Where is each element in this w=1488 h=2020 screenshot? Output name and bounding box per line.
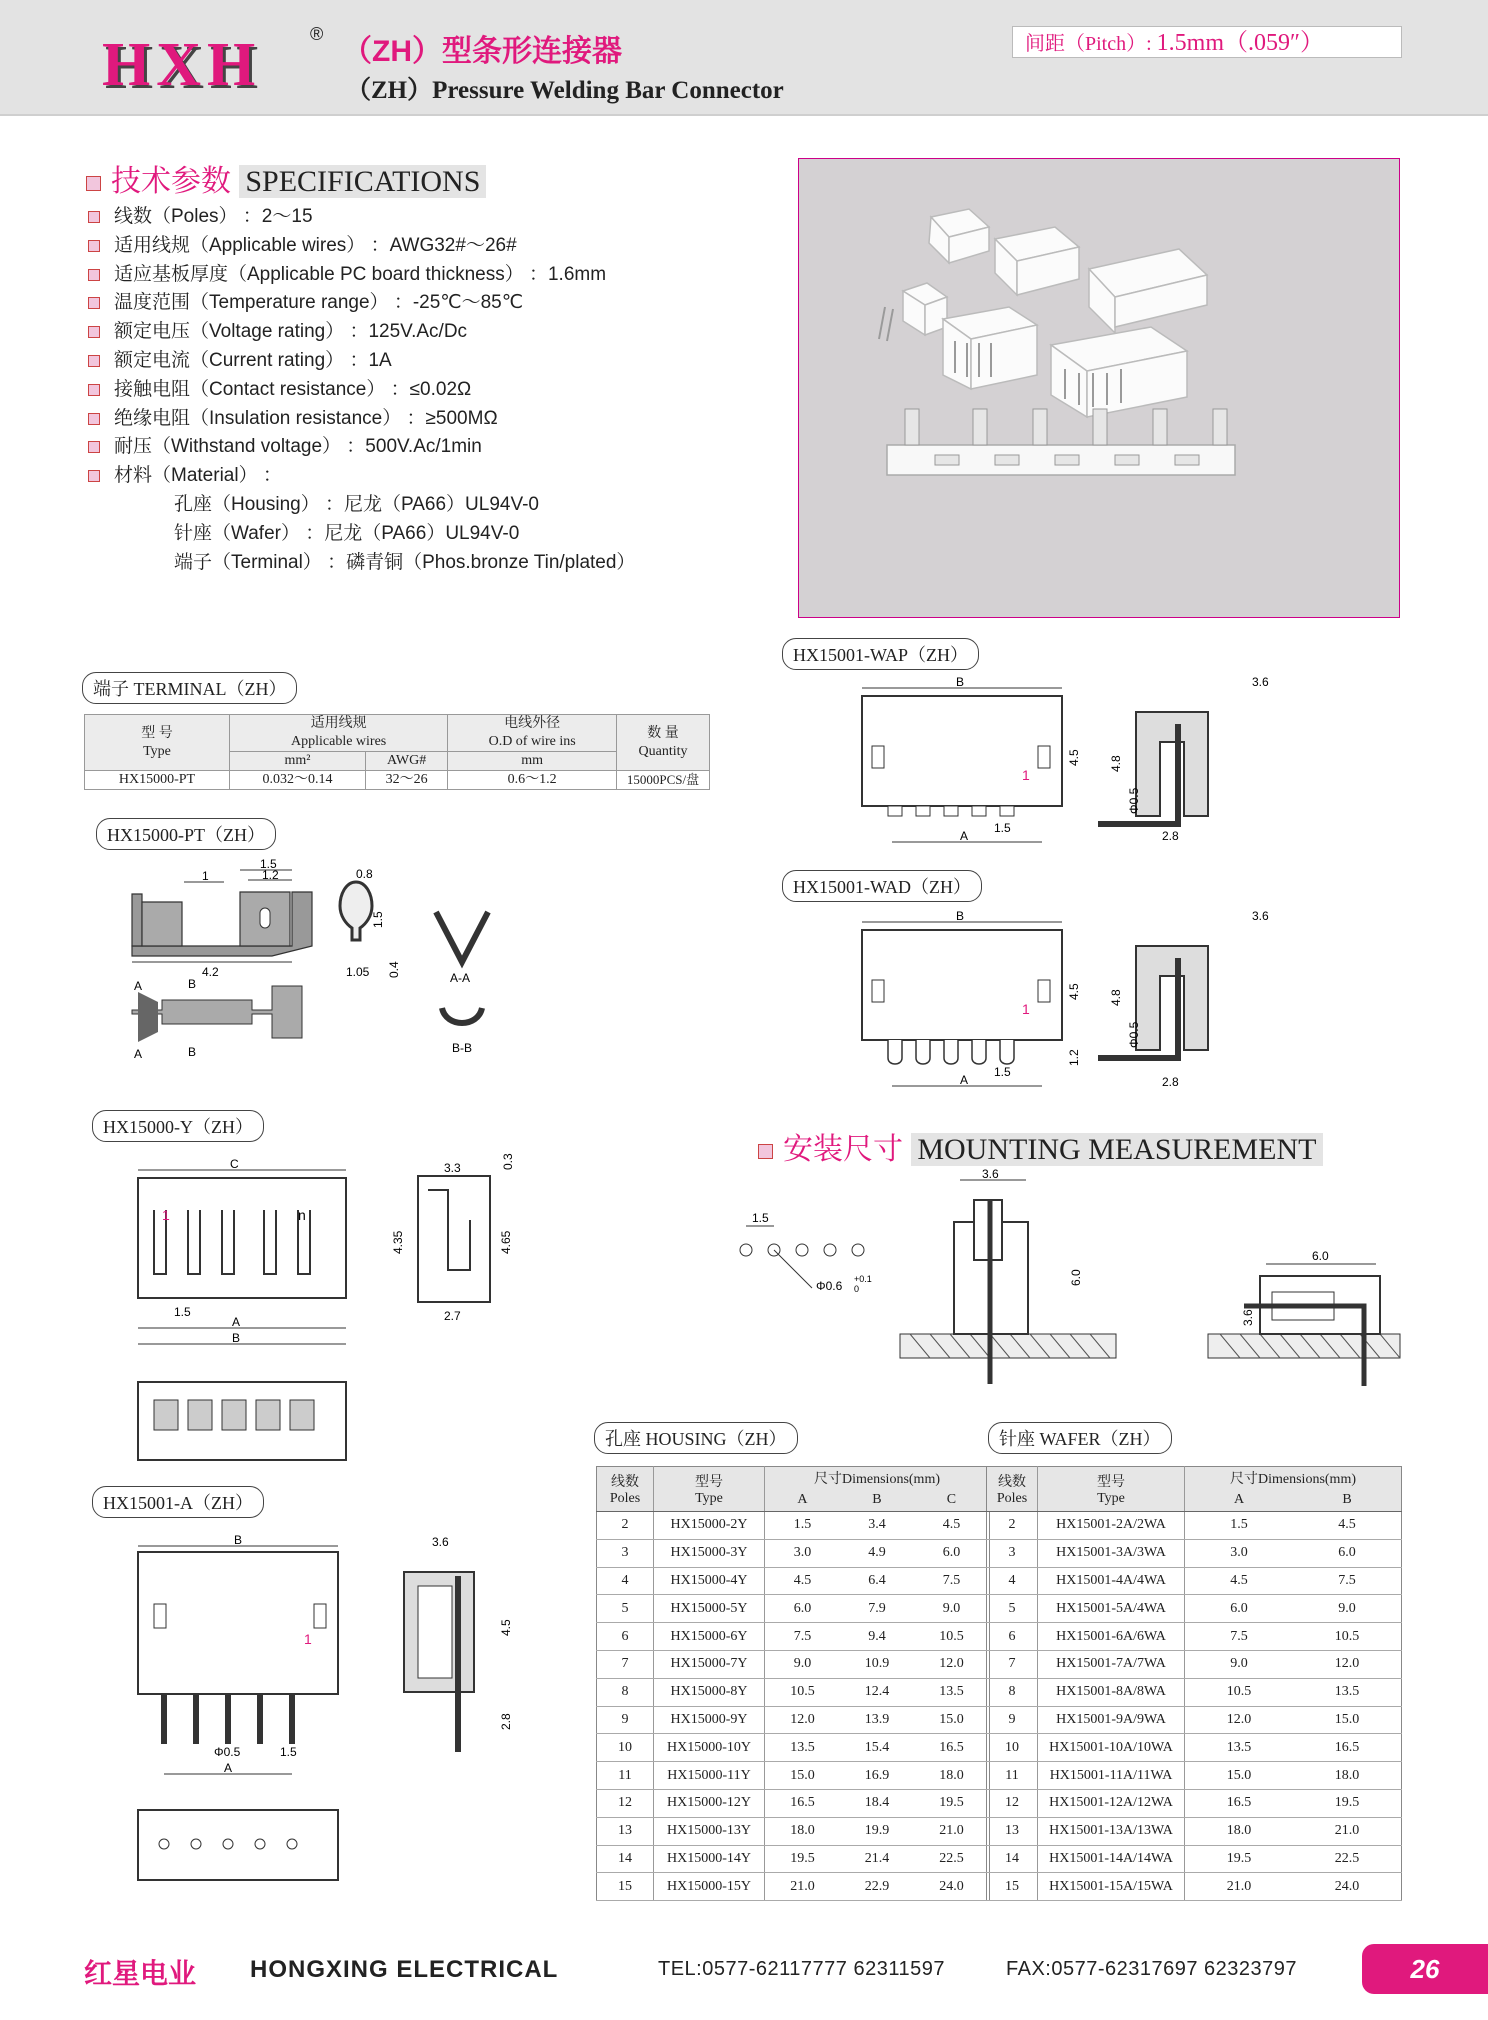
svg-text:4.5: 4.5 xyxy=(1067,749,1081,766)
svg-text:B: B xyxy=(956,675,965,689)
table-row: 9 HX15001-9A/9WA 12.0 15.0 xyxy=(987,1706,1402,1734)
page-number: 26 xyxy=(1362,1944,1488,1994)
spec-title-cn: 技术参数 xyxy=(111,165,231,198)
material-terminal: 端子（Terminal） ：磷青铜（Phos.bronze Tin/plated） xyxy=(174,551,636,573)
svg-text:B: B xyxy=(956,909,965,923)
svg-text:6.0: 6.0 xyxy=(1312,1249,1329,1263)
table-row: 6 HX15000-6Y 7.5 9.4 10.5 xyxy=(597,1623,990,1651)
spec-item: 绝缘电阻（Insulation resistance） ：≥500MΩ xyxy=(88,405,768,434)
product-photo xyxy=(798,158,1400,618)
svg-text:2.8: 2.8 xyxy=(1162,829,1179,843)
table-row: 12 HX15000-12Y 16.5 18.4 19.5 xyxy=(597,1789,990,1817)
table-row: 8 HX15001-8A/8WA 10.5 13.5 xyxy=(987,1678,1402,1706)
wad-drawing xyxy=(852,906,1372,1106)
spec-item: 材料（Material） ： xyxy=(88,462,768,491)
svg-text:2.7: 2.7 xyxy=(444,1309,461,1323)
bullet-icon xyxy=(88,413,100,425)
table-row: 6 HX15001-6A/6WA 7.5 10.5 xyxy=(987,1623,1402,1651)
svg-text:0.8: 0.8 xyxy=(356,867,373,881)
footer-brand-en: HONGXING ELECTRICAL xyxy=(250,1956,559,1983)
svg-text:1: 1 xyxy=(304,1631,312,1647)
terminal-row: HX15000-PT 0.032～0.14 32～26 0.6～1.2 15000PCS/盘 xyxy=(85,771,710,790)
registered-mark: ® xyxy=(310,24,324,44)
table-row: 3 HX15001-3A/3WA 3.0 6.0 xyxy=(987,1539,1402,1567)
table-row: 5 HX15000-5Y 6.0 7.9 9.0 xyxy=(597,1595,990,1623)
spec-title-en: SPECIFICATIONS xyxy=(239,165,486,198)
svg-text:2.8: 2.8 xyxy=(1162,1075,1179,1089)
pt-drawing xyxy=(120,852,473,1082)
spec-item: 接触电阻（Contact resistance） ：≤0.02Ω xyxy=(88,376,768,405)
svg-text:1.5: 1.5 xyxy=(371,911,385,928)
mounting-title-cn: 安装尺寸 xyxy=(783,1133,903,1166)
table-row: 2 HX15001-2A/2WA 1.5 4.5 xyxy=(987,1512,1402,1540)
title-cn: （ZH）型条形连接器 xyxy=(342,35,622,68)
svg-text:B: B xyxy=(234,1533,243,1547)
svg-text:1.5: 1.5 xyxy=(260,857,277,871)
table-row: 12 HX15001-12A/12WA 16.5 19.5 xyxy=(987,1789,1402,1817)
table-row: 10 HX15001-10A/10WA 13.5 16.5 xyxy=(987,1734,1402,1762)
svg-text:1.05: 1.05 xyxy=(346,965,370,979)
svg-text:1.2: 1.2 xyxy=(262,868,279,882)
table-row: 11 HX15000-11Y 15.0 16.9 18.0 xyxy=(597,1762,990,1790)
svg-text:3.3: 3.3 xyxy=(444,1161,461,1175)
svg-text:n: n xyxy=(298,1207,306,1223)
housing-rows xyxy=(597,1512,990,1901)
svg-text:A-A: A-A xyxy=(450,971,471,985)
svg-text:3.6: 3.6 xyxy=(1241,1309,1255,1326)
svg-text:2.8: 2.8 xyxy=(499,1713,513,1730)
y-drawing xyxy=(118,1150,538,1480)
wafer-table: 线数 Poles 型号 Type 尺寸Dimensions(mm) A B 2 HX15001-2A/2WA 1.5 4.5 3 HX15001-3A/3WA 3.0 6.0 4 HX15001-4A/4WA 4.5 7.5 5 HX15001-5A/4WA 6.0 9.0 6 HX15001-6A/6WA 7.5 10.5 7 HX15001-7A/7WA 9.0 12.0 8 HX15001-8A/8WA 10.5 13.5 9 HX15001-9A/9WA 12.0 15.0 10 HX15001-10A/10WA 13.5 16.5 11 HX15001-11A/11WA 15.0 18.0 12 HX15001-12A/12WA 16.5 19.5 13 HX15001-13A/13WA 18.0 21.0 14 HX15001-14A/14WA 19.5 22.5 15 HX15001-15A/15WA 21.0 24.0 xyxy=(986,1466,1402,1901)
title-en: （ZH）Pressure Welding Bar Connector xyxy=(346,77,784,104)
svg-text:Φ0.5: Φ0.5 xyxy=(1127,787,1141,814)
svg-text:1.5: 1.5 xyxy=(174,1305,191,1319)
bullet-icon xyxy=(88,326,100,338)
y-label: HX15000-Y（ZH） xyxy=(92,1110,264,1142)
pitch-label: 间距（Pitch）: xyxy=(1025,33,1152,55)
table-row: 15 HX15000-15Y 21.0 22.9 24.0 xyxy=(597,1873,990,1901)
svg-text:+0.1: +0.1 xyxy=(854,1274,872,1284)
mounting-title-en: MOUNTING MEASUREMENT xyxy=(911,1133,1322,1166)
table-row: 14 HX15000-14Y 19.5 21.4 22.5 xyxy=(597,1845,990,1873)
bullet-icon xyxy=(758,1144,773,1159)
footer-brand-cn: 红星电业 xyxy=(84,1958,197,1989)
terminal-label: 端子 TERMINAL（ZH） xyxy=(82,672,297,704)
table-row: 13 HX15001-13A/13WA 18.0 21.0 xyxy=(987,1817,1402,1845)
svg-text:6.0: 6.0 xyxy=(1069,1269,1083,1286)
bullet-icon xyxy=(88,441,100,453)
svg-text:1.5: 1.5 xyxy=(994,821,1011,835)
svg-text:B: B xyxy=(188,977,197,991)
footer-tel: TEL:0577-62117777 62311597 xyxy=(658,1958,945,1980)
svg-text:0.4: 0.4 xyxy=(387,961,401,978)
table-row: 14 HX15001-14A/14WA 19.5 22.5 xyxy=(987,1845,1402,1873)
spec-item: 额定电流（Current rating） ：1A xyxy=(88,347,768,376)
svg-text:3.6: 3.6 xyxy=(432,1535,449,1549)
svg-text:3.6: 3.6 xyxy=(982,1167,999,1181)
svg-text:1: 1 xyxy=(1022,767,1030,783)
svg-text:1: 1 xyxy=(162,1207,170,1223)
svg-text:B: B xyxy=(232,1331,241,1345)
svg-text:Φ0.5: Φ0.5 xyxy=(1127,1021,1141,1048)
a-drawing xyxy=(118,1526,538,1906)
table-row: 7 HX15000-7Y 9.0 10.9 12.0 xyxy=(597,1650,990,1678)
svg-text:1.5: 1.5 xyxy=(280,1745,297,1759)
bullet-icon xyxy=(88,355,100,367)
table-row: 2 HX15000-2Y 1.5 3.4 4.5 xyxy=(597,1512,990,1540)
svg-text:A: A xyxy=(224,1761,233,1775)
wafer-rows xyxy=(987,1512,1402,1901)
housing-table: 线数 Poles 型号 Type 尺寸Dimensions(mm) A B C 2 HX15000-2Y 1.5 3.4 4.5 3 HX15000-3Y 3.0 4.9 6.0 4 HX15000-4Y 4.5 6.4 7.5 5 HX15000-5Y 6.0 7.9 9.0 6 HX15000-6Y 7.5 9.4 10.5 7 HX15000-7Y 9.0 10.9 12.0 8 HX15000-8Y 10.5 12.4 13.5 9 HX15000-9Y 12.0 13.9 15.0 10 HX15000-10Y 13.5 15.4 16.5 11 HX15000-11Y 15.0 16.9 18.0 12 HX15000-12Y 16.5 18.4 19.5 13 HX15000-13Y 18.0 19.9 21.0 14 HX15000-14Y 19.5 21.4 22.5 15 HX15000-15Y 21.0 22.9 24.0 xyxy=(596,1466,990,1901)
spec-list xyxy=(88,203,768,577)
footer-fax: FAX:0577-62317697 62323797 xyxy=(1006,1958,1298,1980)
svg-text:0: 0 xyxy=(854,1284,860,1294)
table-row: 7 HX15001-7A/7WA 9.0 12.0 xyxy=(987,1650,1402,1678)
table-row: 9 HX15000-9Y 12.0 13.9 15.0 xyxy=(597,1706,990,1734)
table-row: 10 HX15000-10Y 13.5 15.4 16.5 xyxy=(597,1734,990,1762)
svg-text:0.3: 0.3 xyxy=(501,1153,515,1170)
specifications-heading xyxy=(86,156,486,200)
svg-text:1.5: 1.5 xyxy=(994,1065,1011,1079)
terminal-table: 型 号 Type 适用线规 Applicable wires 电线外径 O.D of wire ins 数 量 Quantity mm² AWG# mm HX15000-PT 0.032～0.14 32～26 0.6～1.2 15000PCS/盘 xyxy=(84,714,710,790)
spec-item: 线数（Poles） ：2～15 xyxy=(88,203,768,232)
bullet-icon xyxy=(88,240,100,252)
svg-text:A: A xyxy=(960,829,969,843)
table-row: 11 HX15001-11A/11WA 15.0 18.0 xyxy=(987,1762,1402,1790)
svg-text:4.8: 4.8 xyxy=(1109,755,1123,772)
svg-text:Φ0.5: Φ0.5 xyxy=(214,1745,241,1759)
table-row: 8 HX15000-8Y 10.5 12.4 13.5 xyxy=(597,1678,990,1706)
wap-label: HX15001-WAP（ZH） xyxy=(782,638,979,670)
svg-text:1: 1 xyxy=(202,869,209,883)
spec-item: 耐压（Withstand voltage） ：500V.Ac/1min xyxy=(88,433,768,462)
svg-text:4.2: 4.2 xyxy=(202,965,219,979)
housing-label: 孔座 HOUSING（ZH） xyxy=(594,1422,798,1454)
svg-text:C: C xyxy=(230,1157,239,1171)
svg-text:3.6: 3.6 xyxy=(1252,909,1269,923)
bullet-icon xyxy=(88,269,100,281)
bullet-icon xyxy=(88,297,100,309)
table-row: 4 HX15000-4Y 4.5 6.4 7.5 xyxy=(597,1567,990,1595)
spec-item: 适应基板厚度（Applicable PC board thickness） ：1.6mm xyxy=(88,261,768,290)
table-row: 13 HX15000-13Y 18.0 19.9 21.0 xyxy=(597,1817,990,1845)
svg-text:4.5: 4.5 xyxy=(1067,983,1081,1000)
wafer-label: 针座 WAFER（ZH） xyxy=(988,1422,1172,1454)
bullet-icon xyxy=(88,211,100,223)
material-housing: 孔座（Housing） ：尼龙（PA66）UL94V-0 xyxy=(174,493,539,515)
svg-text:A: A xyxy=(134,979,143,993)
wap-drawing xyxy=(852,672,1372,862)
svg-text:Φ0.6: Φ0.6 xyxy=(816,1279,843,1293)
table-row: 3 HX15000-3Y 3.0 4.9 6.0 xyxy=(597,1539,990,1567)
spec-item: 温度范围（Temperature range） ：-25℃～85℃ xyxy=(88,289,768,318)
svg-text:A: A xyxy=(960,1073,969,1087)
table-row: 5 HX15001-5A/4WA 6.0 9.0 xyxy=(987,1595,1402,1623)
svg-text:4.65: 4.65 xyxy=(499,1230,513,1254)
svg-text:1: 1 xyxy=(1022,1001,1030,1017)
svg-text:4.8: 4.8 xyxy=(1109,989,1123,1006)
mounting-drawing xyxy=(720,1160,1400,1400)
svg-text:1.5: 1.5 xyxy=(752,1211,769,1225)
svg-text:3.6: 3.6 xyxy=(1252,675,1269,689)
wad-label: HX15001-WAD（ZH） xyxy=(782,870,982,902)
svg-text:4.35: 4.35 xyxy=(391,1230,405,1254)
pitch-box xyxy=(1012,26,1402,58)
svg-text:B: B xyxy=(188,1045,197,1059)
spec-item: 适用线规（Applicable wires） ：AWG32#～26# xyxy=(88,232,768,261)
svg-text:4.5: 4.5 xyxy=(499,1619,513,1636)
svg-text:A: A xyxy=(134,1047,143,1061)
svg-text:A: A xyxy=(232,1315,241,1329)
pt-label: HX15000-PT（ZH） xyxy=(96,818,276,850)
bullet-icon xyxy=(86,176,101,191)
table-row: 15 HX15001-15A/15WA 21.0 24.0 xyxy=(987,1873,1402,1901)
material-wafer: 针座（Wafer） ：尼龙（PA66）UL94V-0 xyxy=(174,522,520,544)
brand-logo: HXH xyxy=(102,31,262,99)
bullet-icon xyxy=(88,384,100,396)
a-label: HX15001-A（ZH） xyxy=(92,1486,264,1518)
spec-item: 额定电压（Voltage rating） ：125V.Ac/Dc xyxy=(88,318,768,347)
pitch-value: 1.5mm（.059″） xyxy=(1156,30,1325,56)
bullet-icon xyxy=(88,470,100,482)
svg-text:B-B: B-B xyxy=(452,1041,473,1055)
svg-text:1.2: 1.2 xyxy=(1067,1049,1081,1066)
table-row: 4 HX15001-4A/4WA 4.5 7.5 xyxy=(987,1567,1402,1595)
